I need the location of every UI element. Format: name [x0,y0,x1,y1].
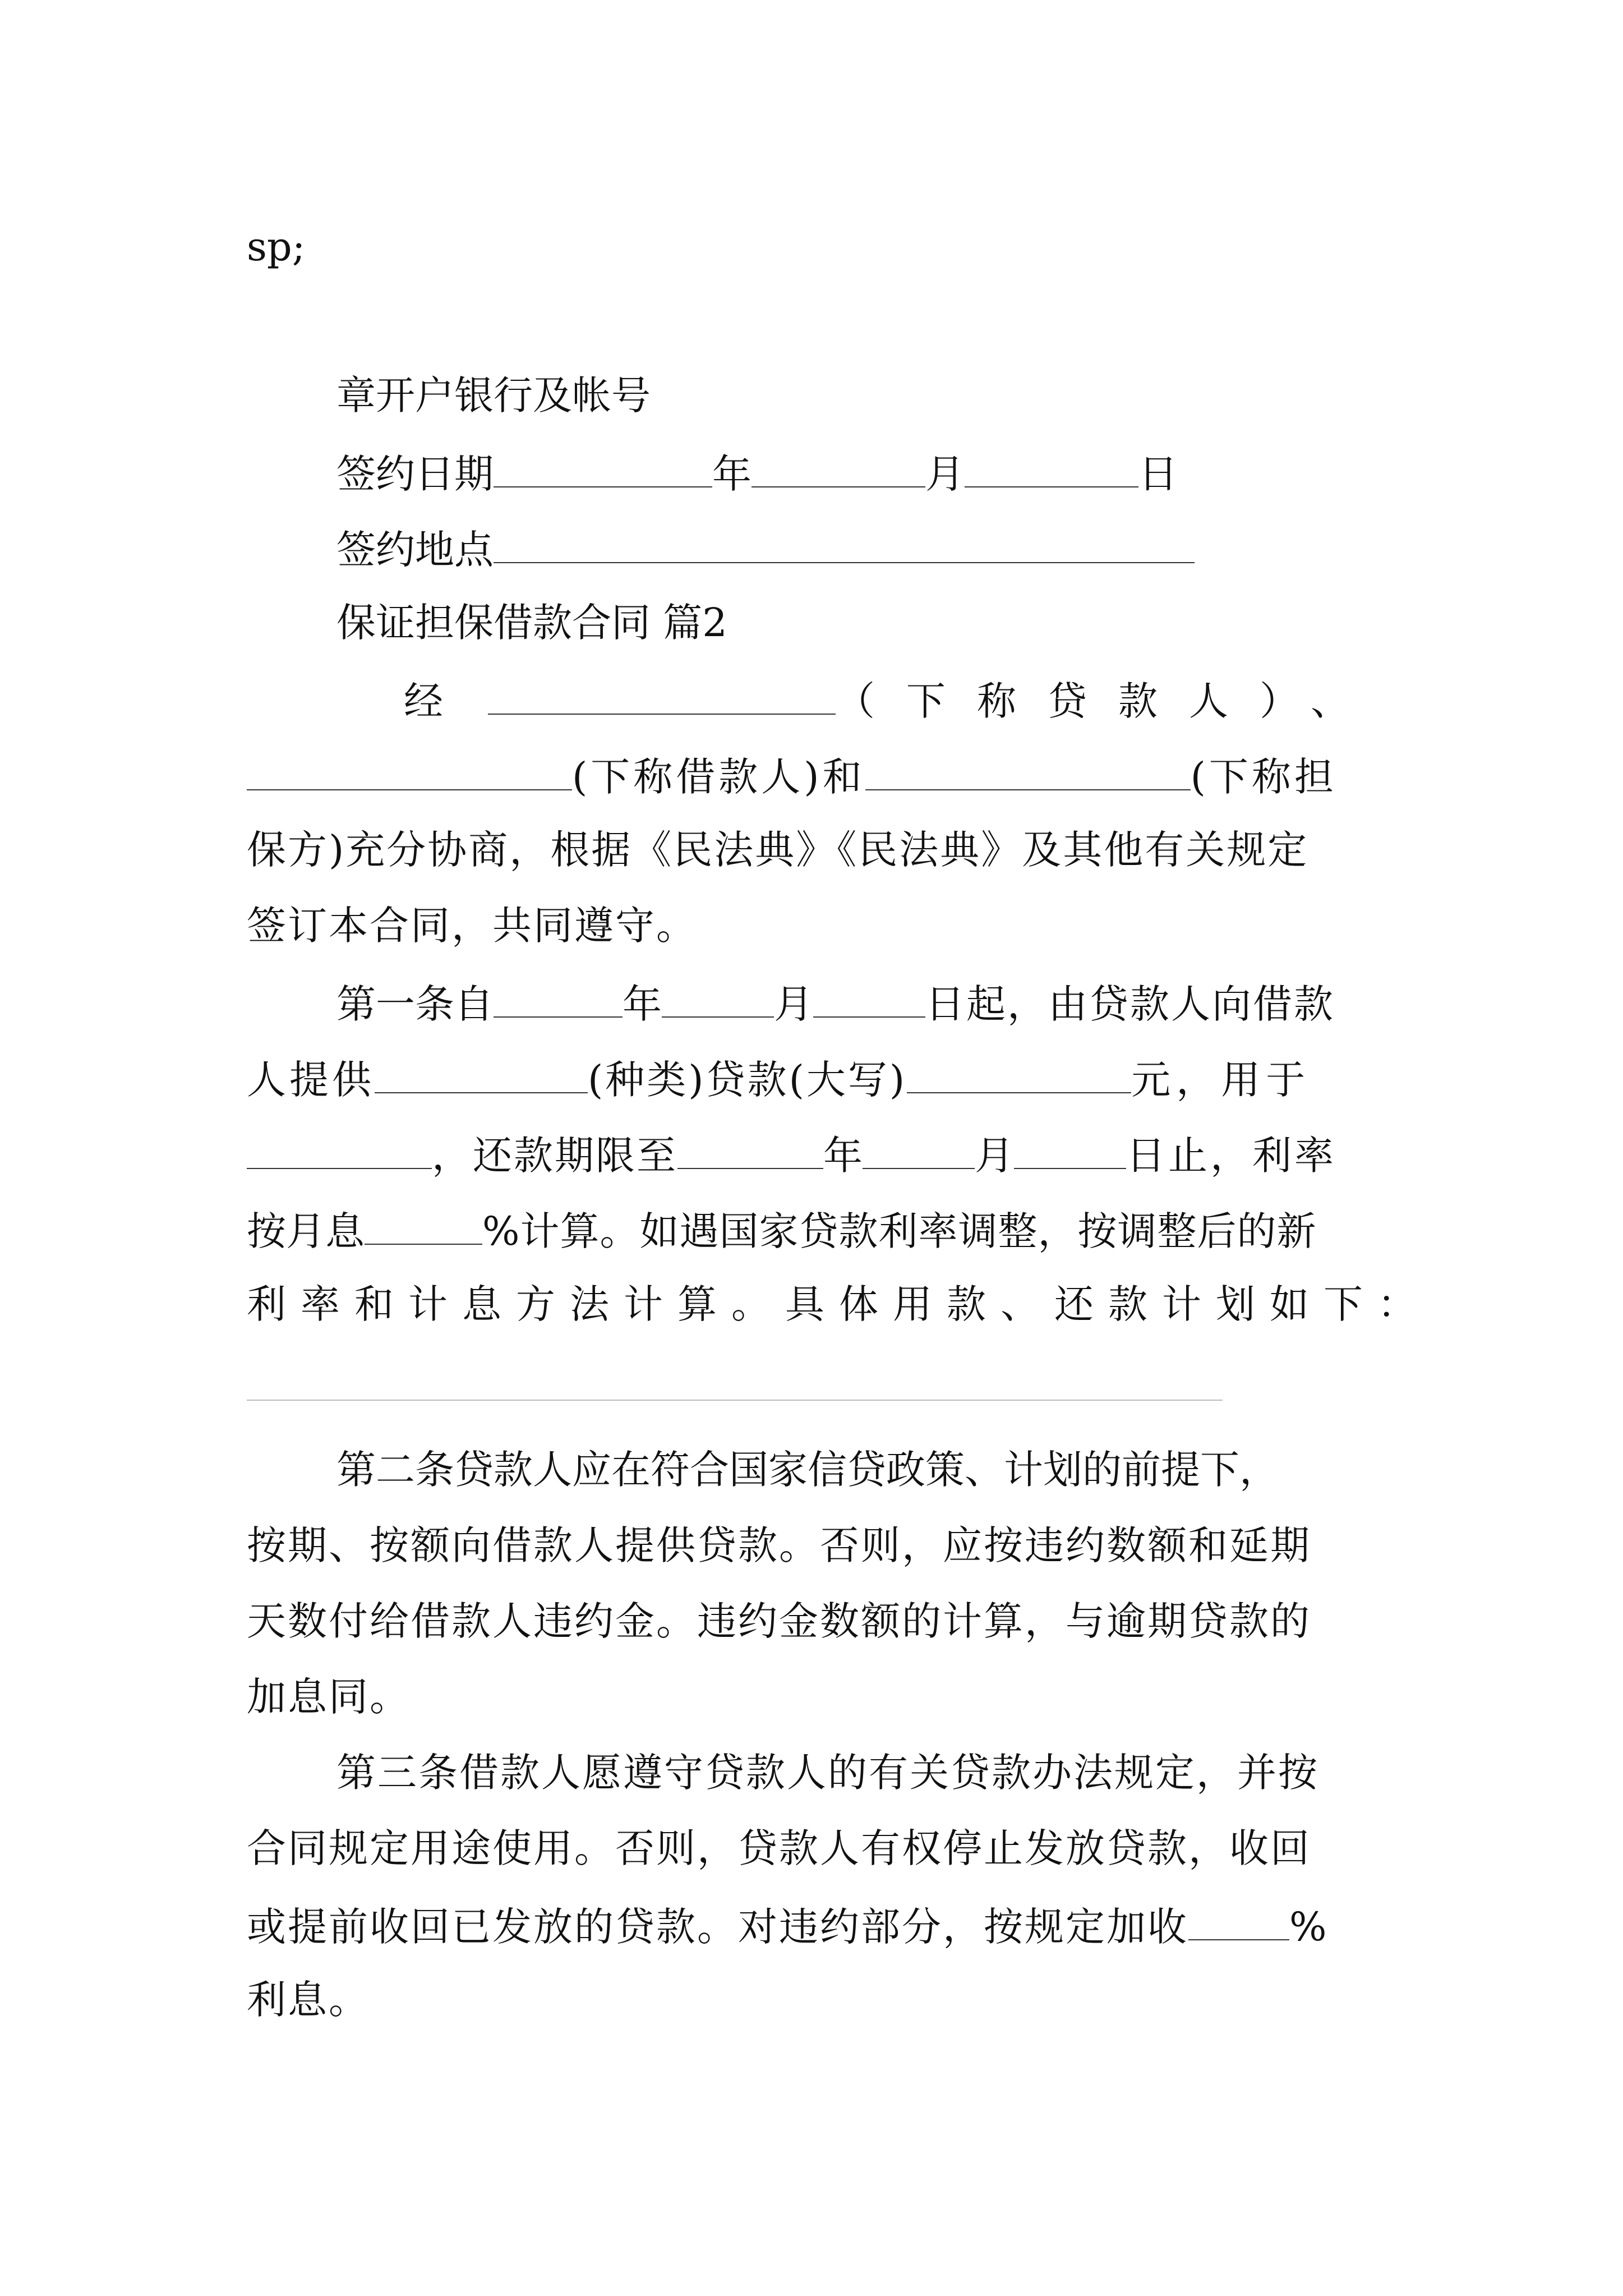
schedule-blank-line [247,1400,1223,1401]
place-blank [494,527,1195,563]
article1-line-1 [336,981,1335,1027]
day-blank [965,452,1138,487]
year-label: 年 [712,451,751,497]
article1-repay-until: ，还款期限至 [432,1133,677,1179]
loan-type-blank [375,1057,588,1093]
article1-line-5: 利率和计息方法计算。具体用款、还款计划如下： [247,1281,1431,1327]
start-year-blank [494,982,623,1018]
article2-line-3: 天数付给借款人违约金。违约金数额的计算，与逾期贷款的 [247,1598,1311,1644]
header-fragment: sp; [247,224,306,270]
article3-line-4: 利息。 [247,1977,370,2023]
bank-account-line: 章开户银行及帐号 [336,372,651,418]
intro-guarantor-text: (下称担 [1190,754,1337,800]
start-day-blank [813,982,925,1018]
article2-line-1: 第二条贷款人应在符合国家信贷政策、计划的前提下， [336,1447,1279,1493]
article1-monthly-rate: 按月息 [247,1208,365,1254]
intro-line-2 [247,754,1337,800]
sign-date-label: 签约日期 [336,451,494,497]
intro-borrower-text: (下称借款人)和 [572,754,865,800]
article1-start-rest: 日起，由贷款人向借款 [925,981,1335,1027]
end-month-label: 月 [975,1133,1014,1179]
end-month-blank [863,1133,975,1169]
article1-start: 第一条自 [336,981,494,1027]
intro-line-1 [404,678,1381,724]
amount-blank [907,1057,1131,1093]
lender-blank [488,679,836,715]
sign-date-line [336,451,1178,497]
purpose-blank [247,1133,432,1169]
surcharge-blank [1188,1904,1289,1940]
borrower-blank [247,754,572,790]
article2-line-4: 加息同。 [247,1674,411,1720]
article1-line-4 [247,1208,1317,1254]
intro-lender-text: （下称贷款人）、 [836,678,1381,724]
end-year-blank [677,1133,823,1169]
end-day-blank [1014,1133,1126,1169]
article3-line-3 [247,1904,1327,1950]
article1-yuan: 元，用于 [1131,1057,1311,1103]
article1-provide: 人提供 [247,1057,375,1103]
sign-place-label: 签约地点 [336,527,494,573]
article2-line-2: 按期、按额向借款人提供贷款。否则，应按违约数额和延期 [247,1522,1311,1568]
guarantor-blank [865,754,1191,790]
intro-line-3: 保方)充分协商，根据《民法典》《民法典》及其他有关规定 [247,827,1309,873]
article1-line-3 [247,1133,1336,1179]
article1-line-2 [247,1057,1311,1103]
article1-loan-type: (种类)贷款(大写) [588,1057,907,1103]
article1-rate-text: %计算。如遇国家贷款利率调整，按调整后的新 [482,1208,1317,1254]
article3-percent: % [1289,1904,1327,1950]
start-month-blank [662,982,774,1018]
article3-line-3-text: 或提前收回已发放的贷款。对违约部分，按规定加收 [247,1904,1188,1950]
article1-rate-label: 日止，利率 [1126,1133,1336,1179]
start-year-label: 年 [623,981,662,1027]
end-year-label: 年 [823,1133,863,1179]
rate-blank [365,1209,482,1245]
month-label: 月 [925,451,965,497]
month-blank [751,452,925,487]
start-month-label: 月 [774,981,813,1027]
article3-line-1: 第三条借款人愿遵守贷款人的有关贷款办法规定，并按 [336,1750,1319,1796]
sign-place-line [336,527,1195,573]
year-blank [494,452,712,487]
intro-line-4: 签订本合同，共同遵守。 [247,903,697,949]
day-label: 日 [1138,451,1178,497]
section-title: 保证担保借款合同 篇2 [336,600,727,646]
article3-line-2: 合同规定用途使用。否则，贷款人有权停止发放贷款，收回 [247,1825,1311,1871]
intro-jing: 经 [404,678,443,724]
